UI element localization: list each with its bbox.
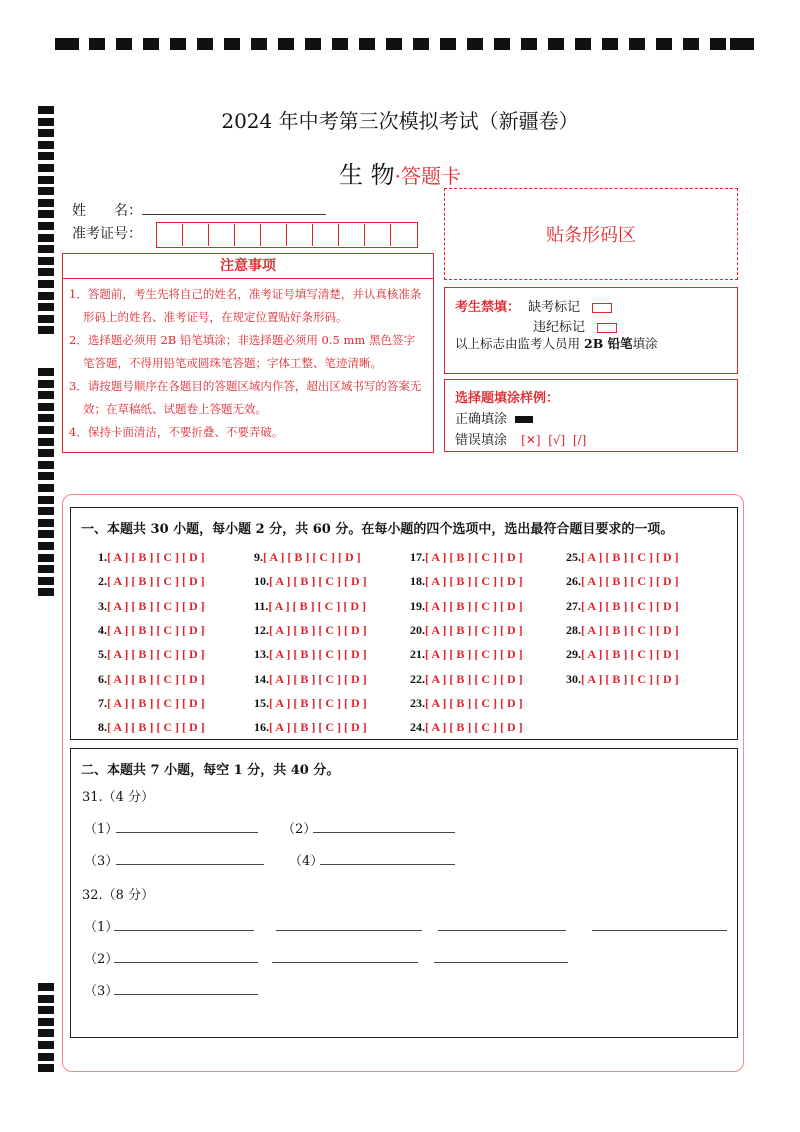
q32-blank2-label: （2）	[84, 952, 119, 967]
answer-options[interactable]: [ A ] [ B ] [ C ] [ D ]	[581, 671, 679, 686]
notice-title: 注意事项	[63, 254, 433, 279]
choice-question[interactable]	[566, 623, 679, 638]
correct-label: 正确填涂	[455, 412, 508, 427]
timing-mark	[38, 1041, 54, 1049]
sheet-type: ·答题卡	[394, 164, 461, 188]
choice-question[interactable]	[566, 574, 679, 589]
name-label: 姓 名：	[72, 203, 142, 219]
answer-options[interactable]: [ A ] [ B ] [ C ] [ D ]	[269, 671, 367, 686]
notice-item: 1．答题前，考生先将自己的姓名，准考证号填写清楚，并认真核准条形码上的姓名、准考证号，在规定位置贴好条形码。	[69, 287, 422, 324]
timing-mark	[38, 507, 54, 515]
timing-mark	[38, 222, 54, 230]
wrong-fill-samples: [✕] [√] [/]	[521, 433, 587, 447]
question-number: 3.	[98, 598, 107, 613]
violation-mark-box[interactable]	[597, 323, 617, 333]
answer-options[interactable]: [ A ] [ B ] [ C ] [ D ]	[581, 574, 679, 589]
question-number: 19.	[410, 598, 425, 613]
q31-blank2[interactable]	[313, 832, 455, 833]
timing-mark	[38, 484, 54, 492]
timing-mark	[38, 577, 54, 585]
barcode-label: 贴条形码区	[546, 225, 636, 246]
q32-blank1a[interactable]	[114, 930, 254, 931]
forbid-note-suffix: 填涂	[632, 336, 658, 351]
choice-question[interactable]	[254, 696, 367, 711]
choice-question[interactable]	[254, 672, 367, 687]
choice-question[interactable]	[566, 672, 679, 687]
name-field[interactable]	[142, 214, 326, 215]
barcode-area	[444, 188, 738, 280]
choice-question[interactable]	[566, 599, 679, 614]
question-number: 12.	[254, 622, 269, 637]
answer-options[interactable]: [ A ] [ B ] [ C ] [ D ]	[269, 622, 367, 637]
sample-title: 选择题填涂样例：	[455, 391, 560, 406]
timing-mark	[38, 496, 54, 504]
choice-question[interactable]	[254, 550, 361, 565]
timing-mark	[38, 210, 54, 218]
timing-mark	[38, 1053, 54, 1061]
timing-mark	[38, 1006, 54, 1014]
forbid-note-bold: 2B 铅笔	[584, 336, 633, 351]
timing-mark	[38, 326, 54, 334]
timing-mark	[38, 995, 54, 1003]
timing-mark	[38, 292, 54, 300]
answer-options[interactable]: [ A ] [ B ] [ C ] [ D ]	[269, 720, 367, 735]
wrong-label: 错误填涂	[455, 433, 508, 448]
choice-question[interactable]	[566, 647, 679, 662]
question-number: 21.	[410, 647, 425, 662]
forbid-note-prefix: 以上标志由监考人员用	[455, 336, 581, 351]
timing-mark	[38, 403, 54, 411]
q32-blank1-label: （1）	[84, 920, 119, 935]
choice-question[interactable]	[410, 599, 523, 614]
timing-mark	[38, 542, 54, 550]
notice-item: 4．保持卡面清洁，不要折叠、不要弄破。	[69, 425, 284, 439]
question-number: 28.	[566, 622, 581, 637]
question-number: 27.	[566, 598, 581, 613]
choice-question[interactable]	[254, 574, 367, 589]
q31-blank2-label: （2）	[282, 822, 317, 837]
choice-question[interactable]	[254, 647, 367, 662]
fill-sample-box	[444, 379, 738, 452]
q31-blank1[interactable]	[116, 832, 258, 833]
timing-mark	[38, 257, 54, 265]
answer-options[interactable]: [ A ] [ B ] [ C ] [ D ]	[107, 622, 205, 637]
answer-options[interactable]: [ A ] [ B ] [ C ] [ D ]	[107, 720, 205, 735]
answer-options[interactable]: [ A ] [ B ] [ C ] [ D ]	[269, 695, 367, 710]
timing-mark	[38, 565, 54, 573]
question-number: 23.	[410, 695, 425, 710]
timing-mark	[38, 199, 54, 207]
q31-blank3-label: （3）	[84, 854, 119, 869]
section1-title: 一、本题共 30 小题，每小题 2 分，共 60 分。在每小题的四个选项中，选出最符合题目要求的一项。	[81, 522, 674, 537]
q31-blank3[interactable]	[116, 864, 264, 865]
correct-fill-sample	[515, 416, 533, 423]
q31-blank1-label: （1）	[84, 822, 119, 837]
choice-question[interactable]	[254, 599, 366, 614]
choice-question[interactable]	[98, 574, 205, 589]
answer-options[interactable]: [ A ] [ B ] [ C ] [ D ]	[107, 598, 205, 613]
choice-question[interactable]	[410, 550, 523, 565]
timing-mark	[38, 414, 54, 422]
subject-title	[0, 155, 800, 190]
timing-mark	[38, 461, 54, 469]
choice-question[interactable]	[410, 696, 523, 711]
q32-blank1d[interactable]	[592, 930, 727, 931]
timing-mark	[38, 519, 54, 527]
question-number: 20.	[410, 622, 425, 637]
answer-options[interactable]: [ A ] [ B ] [ C ] [ D ]	[107, 550, 205, 564]
answer-options[interactable]: [ A ] [ B ] [ C ] [ D ]	[107, 647, 205, 662]
q32-blank1c[interactable]	[438, 930, 566, 931]
choice-question[interactable]	[410, 623, 523, 638]
choice-question[interactable]	[98, 647, 205, 662]
subject-name: 生 物	[339, 161, 395, 189]
answer-options[interactable]: [ A ] [ B ] [ C ] [ D ]	[425, 550, 523, 564]
timing-mark	[38, 530, 54, 538]
q31-blank4-label: （4）	[289, 854, 324, 869]
absent-label: 缺考标记	[528, 300, 581, 315]
choice-question[interactable]	[254, 623, 367, 638]
answer-options[interactable]: [ A ] [ B ] [ C ] [ D ]	[581, 598, 679, 613]
timing-mark	[38, 983, 54, 991]
question-number: 16.	[254, 720, 269, 735]
timing-mark	[38, 1064, 54, 1072]
notice-item: 3．请按题号顺序在各题目的答题区域内作答，超出区域书写的答案无效；在草稿纸、试题卷上答题无效。	[69, 379, 422, 416]
timing-mark	[38, 438, 54, 446]
question-number: 6.	[98, 671, 107, 686]
examiner-only-box	[444, 287, 738, 374]
timing-mark	[38, 234, 54, 242]
q31-label: 31.（4 分）	[82, 790, 155, 805]
question-number: 7.	[98, 695, 107, 710]
answer-options[interactable]: [ A ] [ B ] [ C ] [ D ]	[107, 671, 205, 686]
answer-options[interactable]: [ A ] [ B ] [ C ] [ D ]	[581, 550, 679, 564]
question-number: 13.	[254, 647, 269, 662]
question-number: 11.	[254, 598, 269, 613]
question-number: 22.	[410, 671, 425, 686]
choice-question[interactable]	[254, 720, 367, 735]
answer-options[interactable]: [ A ] [ B ] [ C ] [ D ]	[425, 647, 523, 662]
timing-mark	[38, 472, 54, 480]
question-number: 9.	[254, 550, 263, 564]
choice-question[interactable]	[98, 550, 205, 565]
timing-mark	[38, 1029, 54, 1037]
top-timing-marks	[55, 38, 755, 52]
timing-mark	[38, 380, 54, 388]
absent-mark-box[interactable]	[592, 303, 612, 313]
question-number: 15.	[254, 695, 269, 710]
question-number: 10.	[254, 574, 269, 589]
question-number: 29.	[566, 647, 581, 662]
answer-options[interactable]: [ A ] [ B ] [ C ] [ D ]	[425, 671, 523, 686]
question-number: 17.	[410, 550, 425, 564]
answer-options[interactable]: [ A ] [ B ] [ C ] [ D ]	[269, 574, 367, 589]
answer-options[interactable]: [ A ] [ B ] [ C ] [ D ]	[425, 695, 523, 710]
q31-blank4[interactable]	[320, 864, 455, 865]
choice-question[interactable]	[410, 672, 523, 687]
timing-mark	[38, 268, 54, 276]
question-number: 26.	[566, 574, 581, 589]
choice-question[interactable]	[98, 672, 205, 687]
choice-question[interactable]	[410, 720, 523, 735]
question-number: 5.	[98, 647, 107, 662]
question-number: 25.	[566, 550, 581, 564]
question-number: 18.	[410, 574, 425, 589]
forbid-label: 考生禁填：	[455, 300, 521, 315]
q32-blank1b[interactable]	[276, 930, 422, 931]
q32-blank3a[interactable]	[114, 994, 258, 995]
q32-label: 32.（8 分）	[82, 888, 155, 903]
question-number: 4.	[98, 622, 107, 637]
id-number-boxes[interactable]	[156, 222, 418, 248]
timing-mark	[38, 303, 54, 311]
choice-question[interactable]	[98, 720, 205, 735]
answer-options[interactable]: [ A ] [ B ] [ C ] [ D ]	[268, 598, 366, 613]
question-number: 8.	[98, 720, 107, 735]
timing-mark	[38, 426, 54, 434]
choice-question[interactable]	[566, 550, 679, 565]
answer-options[interactable]: [ A ] [ B ] [ C ] [ D ]	[581, 622, 679, 637]
timing-mark	[38, 245, 54, 253]
exam-title: 2024 年中考第三次模拟考试（新疆卷）	[221, 109, 579, 133]
answer-options[interactable]: [ A ] [ B ] [ C ] [ D ]	[107, 695, 205, 710]
violation-label: 违纪标记	[533, 320, 586, 335]
choice-question[interactable]	[410, 574, 523, 589]
timing-mark	[38, 280, 54, 288]
question-number: 1.	[98, 550, 107, 564]
timing-mark	[38, 554, 54, 562]
question-number: 14.	[254, 671, 269, 686]
id-label: 准考证号：	[72, 226, 142, 242]
timing-mark	[38, 391, 54, 399]
answer-options[interactable]: [ A ] [ B ] [ C ] [ D ]	[263, 550, 361, 564]
timing-mark	[38, 1018, 54, 1026]
choice-question[interactable]	[98, 696, 205, 711]
answer-options[interactable]: [ A ] [ B ] [ C ] [ D ]	[425, 720, 523, 735]
timing-mark	[38, 368, 54, 376]
q32-blank2b[interactable]	[272, 962, 418, 963]
answer-options[interactable]: [ A ] [ B ] [ C ] [ D ]	[107, 574, 205, 589]
timing-mark	[38, 315, 54, 323]
timing-mark	[38, 588, 54, 596]
choice-question[interactable]	[410, 647, 523, 662]
question-number: 30.	[566, 671, 581, 686]
timing-mark	[38, 449, 54, 457]
q32-blank2c[interactable]	[434, 962, 568, 963]
answer-options[interactable]: [ A ] [ B ] [ C ] [ D ]	[425, 574, 523, 589]
answer-options[interactable]: [ A ] [ B ] [ C ] [ D ]	[425, 622, 523, 637]
answer-options[interactable]: [ A ] [ B ] [ C ] [ D ]	[269, 647, 367, 662]
answer-options[interactable]: [ A ] [ B ] [ C ] [ D ]	[581, 647, 679, 662]
section2-title: 二、本题共 7 小题，每空 1 分，共 40 分。	[81, 763, 340, 778]
notice-box	[62, 253, 434, 453]
question-number: 2.	[98, 574, 107, 589]
answer-options[interactable]: [ A ] [ B ] [ C ] [ D ]	[425, 598, 523, 613]
choice-question[interactable]	[98, 623, 205, 638]
q32-blank3-label: （3）	[84, 984, 119, 999]
question-number: 24.	[410, 720, 425, 735]
timing-mark	[38, 141, 54, 149]
notice-item: 2．选择题必须用 2B 铅笔填涂；非选择题必须用 0.5 mm 黑色签字笔答题，不得用铅笔或圆珠笔答题；字体工整、笔迹清晰。	[69, 333, 415, 370]
choice-question[interactable]	[98, 599, 205, 614]
q32-blank2a[interactable]	[114, 962, 258, 963]
